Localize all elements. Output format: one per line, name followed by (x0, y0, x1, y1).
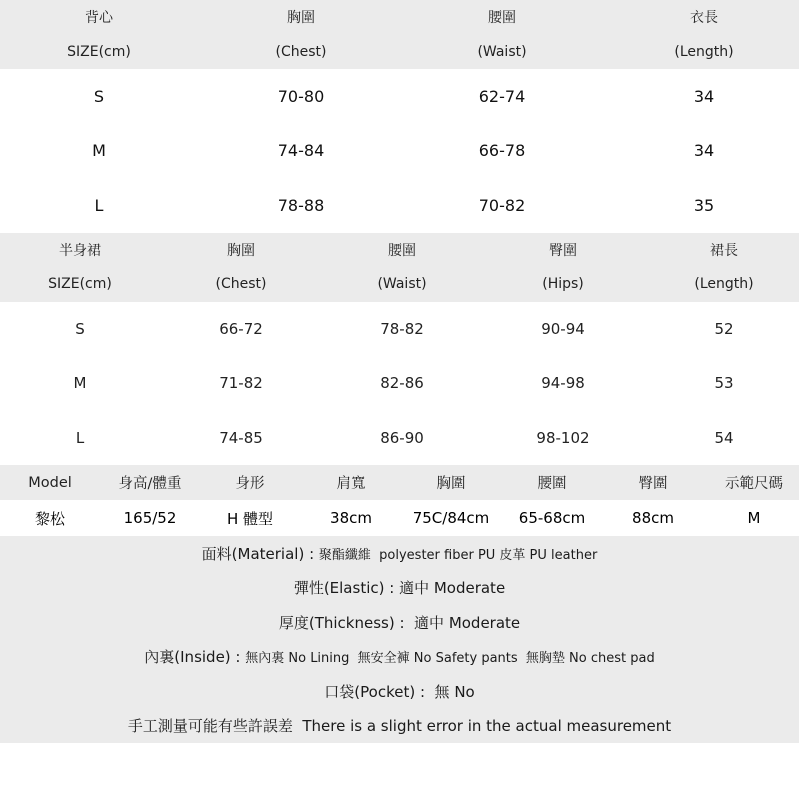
material-value: 聚酯纖維 polyester fiber PU 皮革 PU leather (318, 547, 598, 563)
skirt-hips-cell: 98-102 (536, 428, 590, 447)
model-waist-value: 65-68cm (518, 509, 586, 527)
vest-size-cell: L (94, 195, 104, 215)
vest-waist-cell: 62-74 (478, 86, 526, 106)
skirt-length-cell: 53 (714, 374, 734, 393)
skirt-header-zh-row (0, 233, 799, 268)
table-row (0, 302, 799, 357)
vest-header-chest-en: (Chest) (275, 43, 327, 60)
model-header-shape: 身形 (235, 476, 265, 492)
model-shoulder-value: 38cm (330, 509, 372, 527)
skirt-chest-cell: 74-85 (219, 428, 263, 447)
model-header-hips: 臀圍 (638, 476, 668, 492)
vest-chest-cell: 74-84 (277, 141, 325, 161)
model-height-weight-value: 165/52 (123, 509, 177, 527)
skirt-hips-cell: 94-98 (541, 374, 585, 393)
vest-length-cell: 34 (693, 86, 715, 106)
skirt-size-table (0, 233, 799, 466)
vest-header-waist-en: (Waist) (477, 43, 527, 60)
vest-size-cell: S (93, 86, 105, 106)
vest-header-length-en: (Length) (674, 43, 734, 60)
skirt-header-size-en: SIZE(cm) (48, 276, 112, 293)
pocket-line (0, 674, 799, 709)
vest-size-cell: M (92, 141, 106, 161)
thickness-label: 厚度(Thickness) : (278, 613, 415, 632)
table-row (0, 411, 799, 466)
model-size-value: M (747, 509, 761, 527)
vest-size-table (0, 0, 799, 233)
skirt-waist-cell: 86-90 (380, 428, 424, 447)
table-row (0, 500, 799, 536)
model-chest-value: 75C/84cm (412, 509, 490, 527)
model-header-row (0, 465, 799, 500)
skirt-header-size-zh: 半身裙 (59, 242, 101, 259)
model-header-waist: 腰圍 (537, 476, 567, 492)
table-row (0, 69, 799, 124)
skirt-size-cell: L (75, 428, 85, 447)
vest-header-size-zh: 背心 (85, 10, 113, 27)
thickness-value: 適中 Moderate (414, 613, 521, 632)
skirt-hips-cell: 90-94 (541, 319, 585, 338)
table-row (0, 356, 799, 411)
model-header-shoulder: 肩寬 (336, 476, 366, 492)
vest-chest-cell: 78-88 (277, 195, 325, 215)
measurement-note: 手工測量可能有些許誤差 There is a slight error in the actual measurement (127, 717, 672, 736)
material-label: 面料(Material) : (201, 544, 319, 563)
vest-header-en-row (0, 35, 799, 70)
skirt-size-cell: M (73, 374, 87, 393)
model-header-height-weight: 身高/體重 (118, 476, 182, 492)
skirt-length-cell: 54 (714, 428, 734, 447)
skirt-waist-cell: 78-82 (380, 319, 424, 338)
elastic-line (0, 571, 799, 606)
skirt-header-chest-en: (Chest) (215, 276, 267, 293)
measurement-note-line (0, 709, 799, 744)
vest-header-length-zh: 衣長 (690, 10, 718, 27)
model-header-size: 示範尺碼 (725, 476, 783, 492)
model-header-chest: 胸圍 (436, 476, 466, 492)
material-line (0, 536, 799, 571)
skirt-header-en-row (0, 267, 799, 302)
vest-chest-cell: 70-80 (277, 86, 325, 106)
model-info-table (0, 465, 799, 536)
vest-waist-cell: 66-78 (478, 141, 526, 161)
skirt-header-hips-en: (Hips) (542, 276, 584, 293)
skirt-chest-cell: 71-82 (219, 374, 263, 393)
model-header-name: Model (28, 474, 72, 491)
vest-waist-cell: 70-82 (478, 195, 526, 215)
vest-length-cell: 34 (693, 141, 715, 161)
vest-length-cell: 35 (693, 195, 715, 215)
skirt-header-waist-en: (Waist) (377, 276, 427, 293)
skirt-length-cell: 52 (714, 319, 734, 338)
inside-label: 內裏(Inside) : (144, 648, 246, 667)
vest-header-size-en: SIZE(cm) (67, 43, 131, 60)
model-hips-value: 88cm (632, 509, 674, 527)
pocket-value: 無 No (434, 682, 475, 701)
vest-header-waist-zh: 腰圍 (488, 10, 516, 27)
pocket-label: 口袋(Pocket) : (324, 682, 435, 701)
skirt-chest-cell: 66-72 (219, 319, 263, 338)
model-shape-value: H 體型 (226, 509, 274, 528)
skirt-header-length-en: (Length) (694, 276, 754, 293)
skirt-size-cell: S (75, 319, 85, 338)
skirt-header-chest-zh: 胸圍 (227, 242, 255, 259)
table-row (0, 178, 799, 233)
vest-header-chest-zh: 胸圍 (287, 10, 315, 27)
model-name-value: 黎松 (34, 509, 66, 528)
fabric-info-block (0, 536, 799, 743)
skirt-header-length-zh: 裙長 (710, 242, 738, 259)
vest-header-zh-row (0, 0, 799, 35)
elastic-label: 彈性(Elastic) : (293, 579, 400, 598)
skirt-header-hips-zh: 臀圍 (549, 242, 577, 259)
inside-line (0, 640, 799, 675)
inside-value: 無內裏 No Lining 無安全褲 No Safety pants 無胸墊 No chest pad (245, 651, 655, 667)
table-row (0, 124, 799, 179)
skirt-header-waist-zh: 腰圍 (388, 242, 416, 259)
elastic-value: 適中 Moderate (399, 579, 506, 598)
skirt-waist-cell: 82-86 (380, 374, 424, 393)
thickness-line (0, 605, 799, 640)
